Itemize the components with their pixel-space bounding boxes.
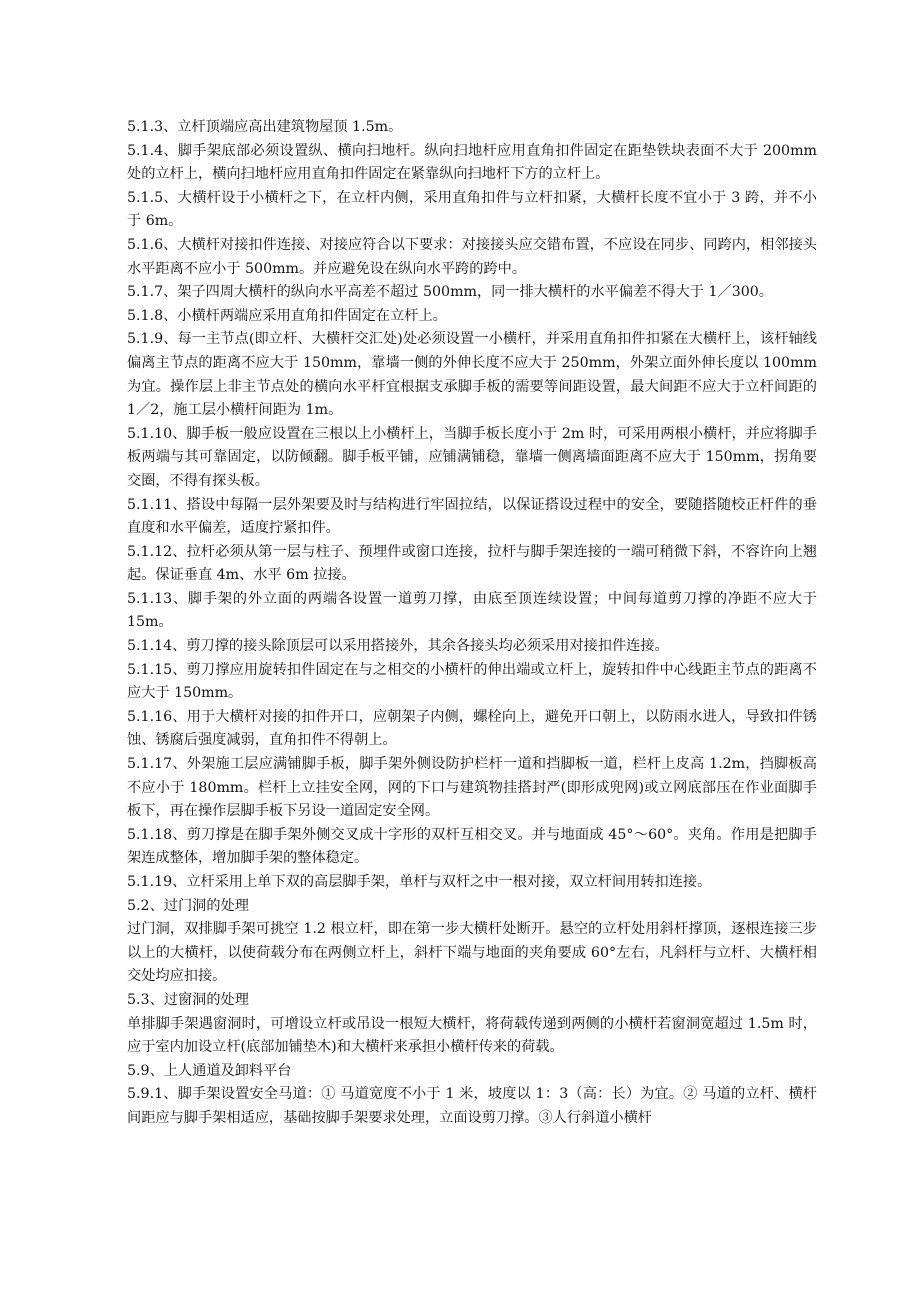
clause-5-1-18: 5.1.18、剪刀撑是在脚手架外侧交叉成十字形的双杆互相交叉。并与地面成 45°～60°。夹角。作用是把脚手架连成整体，增加脚手架的整体稳定。 bbox=[127, 826, 817, 867]
clause-5-1-5: 5.1.5、大横杆设于小横杆之下，在立杆内侧，采用直角扣件与立杆扣紧，大横杆长度不宜小于 3 跨，并不小于 6m。 bbox=[127, 189, 817, 230]
section-heading-5-3: 5.3、过窗洞的处理 bbox=[127, 991, 249, 1008]
clause-5-1-17: 5.1.17、外架施工层应满铺脚手板，脚手架外侧设防护栏杆一道和挡脚板一道，栏杆上皮高 1.2m，挡脚板高不应小于 180mm。栏杆上立挂安全网，网的下口与建筑物挂搭封严(即形成兜网)或立网底部压在作业面脚手板下，再在操作层脚手板下另设一道固定安全网。 bbox=[127, 756, 817, 820]
clause-5-1-13: 5.1.13、脚手架的外立面的两端各设置一道剪刀撑，由底至顶连续设置；中间每道剪刀撑的净距不应大于 15m。 bbox=[127, 590, 822, 631]
clause-5-1-19: 5.1.19、立杆采用上单下双的高层脚手架，单杆与双杆之中一根对接，双立杆间用转扣连接。 bbox=[127, 874, 712, 890]
clause-5-1-4: 5.1.4、脚手架底部必须设置纵、横向扫地杆。纵向扫地杆应用直角扣件固定在距垫铁块表面不大于 200mm 处的立杆上，横向扫地杆应用直角扣件固定在紧靠纵向扫地杆下方的立杆上。 bbox=[127, 142, 822, 183]
section-body-5-3: 单排脚手架遇窗洞时，可增设立杆或吊设一根短大横杆，将荷载传递到两侧的小横杆若窗洞宽超过 1.5m 时，应于室内加设立杆(底部加铺垫木)和大横杆来承担小横杆传来的荷载。 bbox=[127, 1015, 817, 1056]
clause-5-1-11: 5.1.11、搭设中每隔一层外架要及时与结构进行牢固拉结，以保证搭设过程中的安全，要随搭随校正杆件的垂直度和水平偏差，适度拧紧扣件。 bbox=[127, 496, 817, 537]
section-heading-5-2: 5.2、过门洞的处理 bbox=[127, 897, 249, 914]
clause-5-9-1: 5.9.1、脚手架设置安全马道：① 马道宽度不小于 1 米，坡度以 1：3（高：长）为宜。② 马道的立杆、横杆间距应与脚手架相适应，基础按脚手架要求处理，立面设剪刀撑。③人行斜道小横杆 bbox=[127, 1086, 817, 1126]
section-heading-5-9: 5.9、上人通道及卸料平台 bbox=[127, 1062, 292, 1079]
clause-5-1-15: 5.1.15、剪刀撑应用旋转扣件固定在与之相交的小横杆的伸出端或立杆上，旋转扣件中心线距主节点的距离不应大于 150mm。 bbox=[127, 661, 817, 702]
clause-5-1-16: 5.1.16、用于大横杆对接的扣件开口，应朝架子内侧，螺栓向上，避免开口朝上，以防雨水进人，导致扣件锈蚀、锈腐后强度减弱，直角扣件不得朝上。 bbox=[127, 708, 817, 749]
clause-5-1-8: 5.1.8、小横杆两端应采用直角扣件固定在立杆上。 bbox=[127, 307, 447, 324]
clause-5-1-14: 5.1.14、剪刀撑的接头除顶层可以采用搭接外，其余各接头均必须采用对接扣件连接。 bbox=[127, 638, 669, 655]
clause-5-1-3: 5.1.3、立杆顶端应高出建筑物屋顶 1.5m。 bbox=[127, 119, 403, 135]
document-body bbox=[127, 116, 822, 1131]
clause-5-1-7: 5.1.7、架子四周大横杆的纵向水平高差不超过 500mm，同一排大横杆的水平偏差不得大于 1／300。 bbox=[127, 284, 773, 301]
clause-5-1-6: 5.1.6、大横杆对接扣件连接、对接应符合以下要求：对接接头应交错布置，不应设在同步、同跨内，相邻接头水平距离不应小于 500mm。并应避免设在纵向水平跨的跨中。 bbox=[127, 236, 817, 277]
section-body-5-2: 过门洞，双排脚手架可挑空 1.2 根立杆，即在第一步大横杆处断开。悬空的立杆处用斜杆撑顶，逐根连接三步以上的大横杆，以使荷载分布在两侧立杆上，斜杆下端与地面的夹角要成 60°左右，凡斜杆与立杆、大横杆相交处均应扣接。 bbox=[127, 921, 817, 985]
clause-5-1-9: 5.1.9、每一主节点(即立杆、大横杆交汇处)处必须设置一小横杆，并采用直角扣件扣紧在大横杆上，该杆轴线偏离主节点的距离不应大于 150mm，靠墙一侧的外伸长度不应大于 250mm，外架立面外伸长度以 100mm 为宜。操作层上非主节点处的横向水平杆宜根据支承脚手板的需要等间距设置，最大间距不应大于立杆间距的 1／2，施工层小横杆间距为 1m。 bbox=[127, 331, 822, 419]
clause-5-1-10: 5.1.10、脚手板一般应设置在三根以上小横杆上，当脚手板长度小于 2m 时，可采用两根小横杆，并应将脚手板两端与其可靠固定，以防倾翻。脚手板平铺，应铺满铺稳，靠墙一侧离墙面距离不应大于 150mm，拐角要交圈，不得有探头板。 bbox=[127, 425, 817, 489]
clause-5-1-12: 5.1.12、拉杆必须从第一层与柱子、预埋件或窗口连接，拉杆与脚手架连接的一端可稍微下斜，不容许向上翘起。保证垂直 4m、水平 6m 拉接。 bbox=[127, 543, 817, 584]
